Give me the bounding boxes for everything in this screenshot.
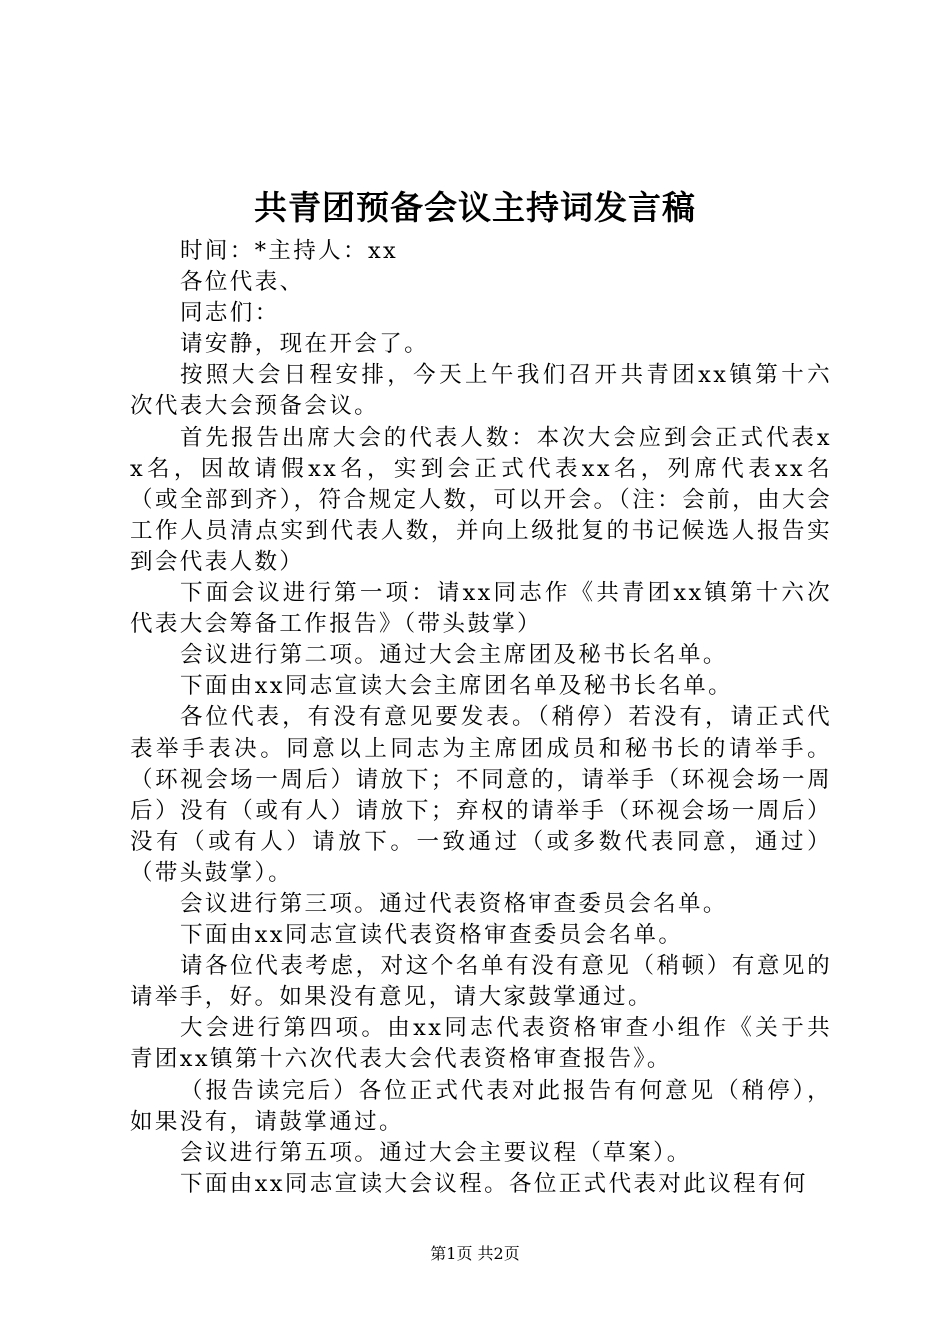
paragraph-vote-procedure: 各位代表，有没有意见要发表。（稍停）若没有，请正式代表举手表决。同意以上同志为主席团成员和秘书长的请举手。（环视会场一周后）请放下；不同意的，请举手（环视会场一周后）没有（或有人）请放下；弃权的请举手（环视会场一周后）没有（或有人）请放下。一致通过（或多数代表同意，通过）（带头鼓掌）。 — [130, 704, 832, 886]
paragraph-agenda-intro: 按照大会日程安排，今天上午我们召开共青团xx镇第十六次代表大会预备会议。 — [130, 362, 832, 420]
paragraph-greeting-delegates: 各位代表、 — [180, 269, 305, 296]
paragraph-greeting-comrades: 同志们： — [180, 300, 280, 327]
document-title: 共青团预备会议主持词发言稿 — [254, 188, 696, 227]
paragraph-item-four: 大会进行第四项。由xx同志代表资格审查小组作《关于共青团xx镇第十六次代表大会代表资格审查报告》。 — [130, 1015, 832, 1073]
paragraph-presidium-list: 下面由xx同志宣读大会主席团名单及秘书长名单。 — [180, 673, 734, 700]
paragraph-committee-list: 下面由xx同志宣读代表资格审查委员会名单。 — [180, 922, 684, 949]
paragraph-item-two: 会议进行第二项。通过大会主席团及秘书长名单。 — [180, 642, 728, 669]
paragraph-meeting-info: 时间：*主持人：xx — [180, 238, 399, 264]
paragraph-item-five: 会议进行第五项。通过大会主要议程（草案）。 — [180, 1139, 692, 1166]
paragraph-agenda-reading: 下面由xx同志宣读大会议程。各位正式代表对此议程有何 — [180, 1170, 808, 1197]
paragraph-item-one: 下面会议进行第一项：请xx同志作《共青团xx镇第十六次代表大会筹备工作报告》（带头鼓掌） — [130, 580, 832, 638]
page-footer: 第1页 共2页 — [430, 1244, 520, 1263]
paragraph-committee-approval: 请各位代表考虑，对这个名单有没有意见（稍顿）有意见的请举手，好。如果没有意见，请大家鼓掌通过。 — [130, 953, 832, 1011]
document-body — [130, 236, 832, 1200]
paragraph-report-approval: （报告读完后）各位正式代表对此报告有何意见（稍停），如果没有，请鼓掌通过。 — [130, 1077, 832, 1135]
paragraph-item-three: 会议进行第三项。通过代表资格审查委员会名单。 — [180, 890, 728, 917]
paragraph-opening: 请安静，现在开会了。 — [180, 331, 430, 358]
paragraph-attendance-report: 首先报告出席大会的代表人数：本次大会应到会正式代表xx名，因故请假xx名，实到会正式代表xx名，列席代表xx名（或全部到齐），符合规定人数，可以开会。（注：会前，由大会工作人员清点实到代表人数，并向上级批复的书记候选人报告实到会代表人数） — [130, 424, 832, 575]
